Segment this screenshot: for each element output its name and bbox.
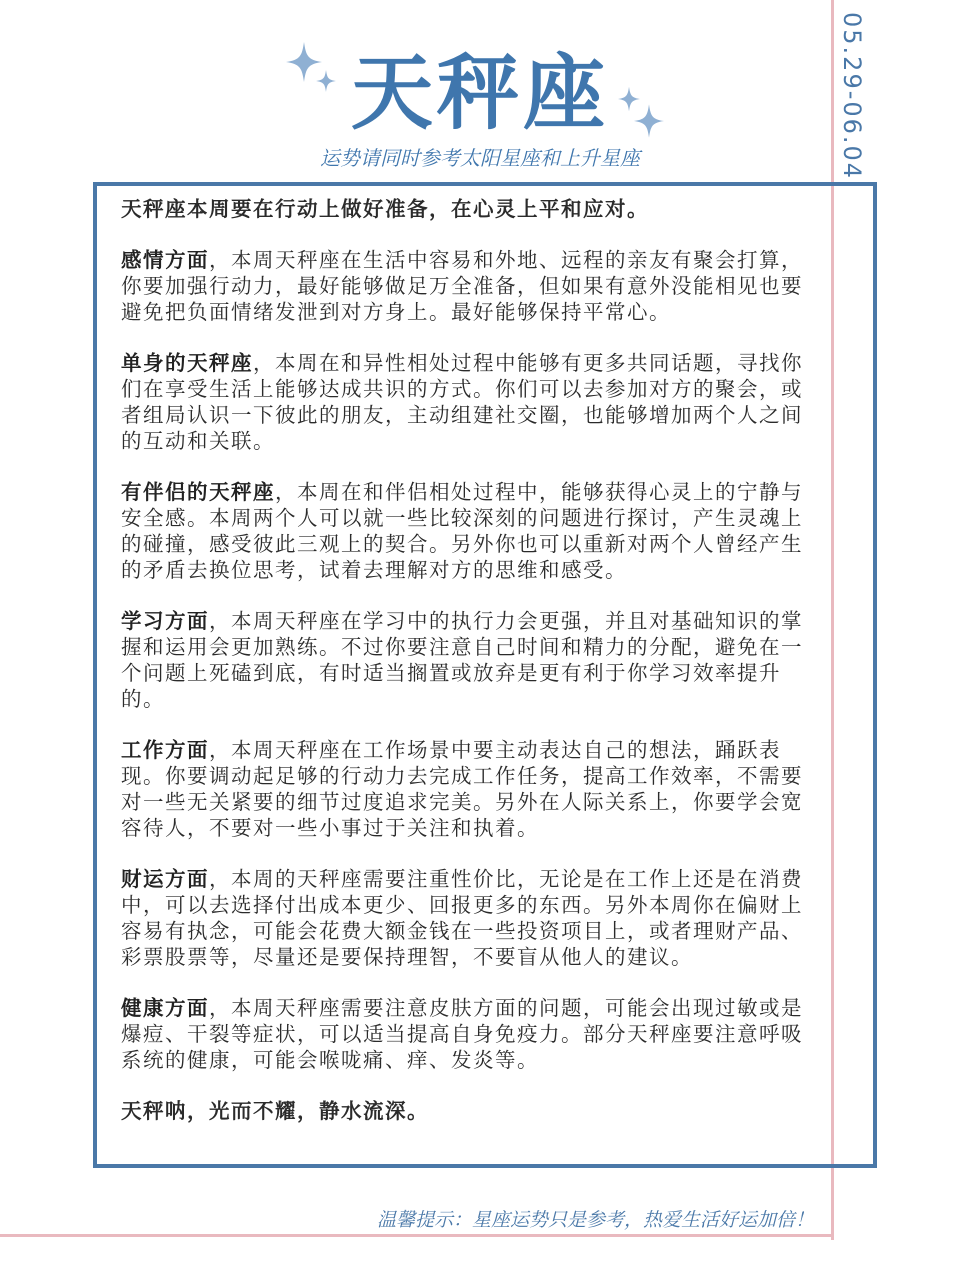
section-label: 感情方面: [121, 248, 209, 272]
section-partnered: [121, 479, 821, 583]
footer-tip: 温馨提示：星座运势只是参考，热爱生活好运加倍！: [376, 1209, 814, 1231]
closing-line: 天秤呐，光而不耀，静水流深。: [121, 1099, 429, 1123]
section-text: ，本周天秤座在学习中的执行力会更强，并且对基础知识的掌握和运用会更加熟练。不过你要注意自己时间和精力的分配，避免在一个问题上死磕到底，有时适当搁置或放弃是更有利于你学习效率提升的。: [121, 609, 803, 711]
section-wealth: [121, 866, 821, 970]
page-title: 天秤座: [350, 46, 609, 141]
section-label: 单身的天秤座: [121, 351, 253, 375]
subtitle: 运势请同时参考太阳星座和上升星座: [320, 146, 640, 170]
horoscope-body: [121, 196, 821, 1149]
section-label: 工作方面: [121, 738, 209, 762]
section-single: [121, 350, 821, 454]
section-text: ，本周在和异性相处过程中能够有更多共同话题，寻找你们在享受生活上能够达成共识的方式。你们可以去参加对方的聚会，或者组局认识一下彼此的朋友，主动组建社交圈，也能够增加两个人之间的互动和关联。: [121, 351, 803, 453]
section-text: ，本周的天秤座需要注重性价比，无论是在工作上还是在消费中，可以去选择付出成本更少、回报更多的东西。另外本周你在偏财上容易有执念，可能会花费大额金钱在一些投资项目上，或者理财产品、彩票股票等，尽量还是要保持理智，不要盲从他人的建议。: [121, 867, 803, 969]
sparkle-small-left-icon: [316, 70, 336, 92]
section-label: 健康方面: [121, 996, 209, 1020]
sparkle-large-right-icon: [634, 104, 664, 138]
date-range: 05.29-06.04: [838, 12, 866, 181]
section-label: 学习方面: [121, 609, 209, 633]
headline: 天秤座本周要在行动上做好准备，在心灵上平和应对。: [121, 197, 649, 221]
pink-horizontal-line: [0, 1234, 834, 1237]
section-love: [121, 247, 821, 325]
section-text: ，本周天秤座需要注意皮肤方面的问题，可能会出现过敏或是爆痘、干裂等症状，可以适当提高自身免疫力。部分天秤座要注意呼吸系统的健康，可能会喉咙痛、痒、发炎等。: [121, 996, 803, 1072]
section-text: ，本周天秤座在工作场景中要主动表达自己的想法，踊跃表现。你要调动起足够的行动力去完成工作任务，提高工作效率，不需要对一些无关紧要的细节过度追求完美。另外在人际关系上，你要学会宽容待人，不要对一些小事过于关注和执着。: [121, 738, 803, 840]
section-label: 财运方面: [121, 867, 209, 891]
section-work: [121, 737, 821, 841]
section-text: ，本周在和伴侣相处过程中，能够获得心灵上的宁静与安全感。本周两个人可以就一些比较深刻的问题进行探讨，产生灵魂上的碰撞，感受彼此三观上的契合。另外你也可以重新对两个人曾经产生的矛盾去换位思考，试着去理解对方的思维和感受。: [121, 480, 803, 582]
section-health: [121, 995, 821, 1073]
section-text: ，本周天秤座在生活中容易和外地、远程的亲友有聚会打算，你要加强行动力，最好能够做足万全准备，但如果有意外没能相见也要避免把负面情绪发泄到对方身上。最好能够保持平常心。: [121, 248, 803, 324]
section-study: [121, 608, 821, 712]
section-label: 有伴侣的天秤座: [121, 480, 275, 504]
